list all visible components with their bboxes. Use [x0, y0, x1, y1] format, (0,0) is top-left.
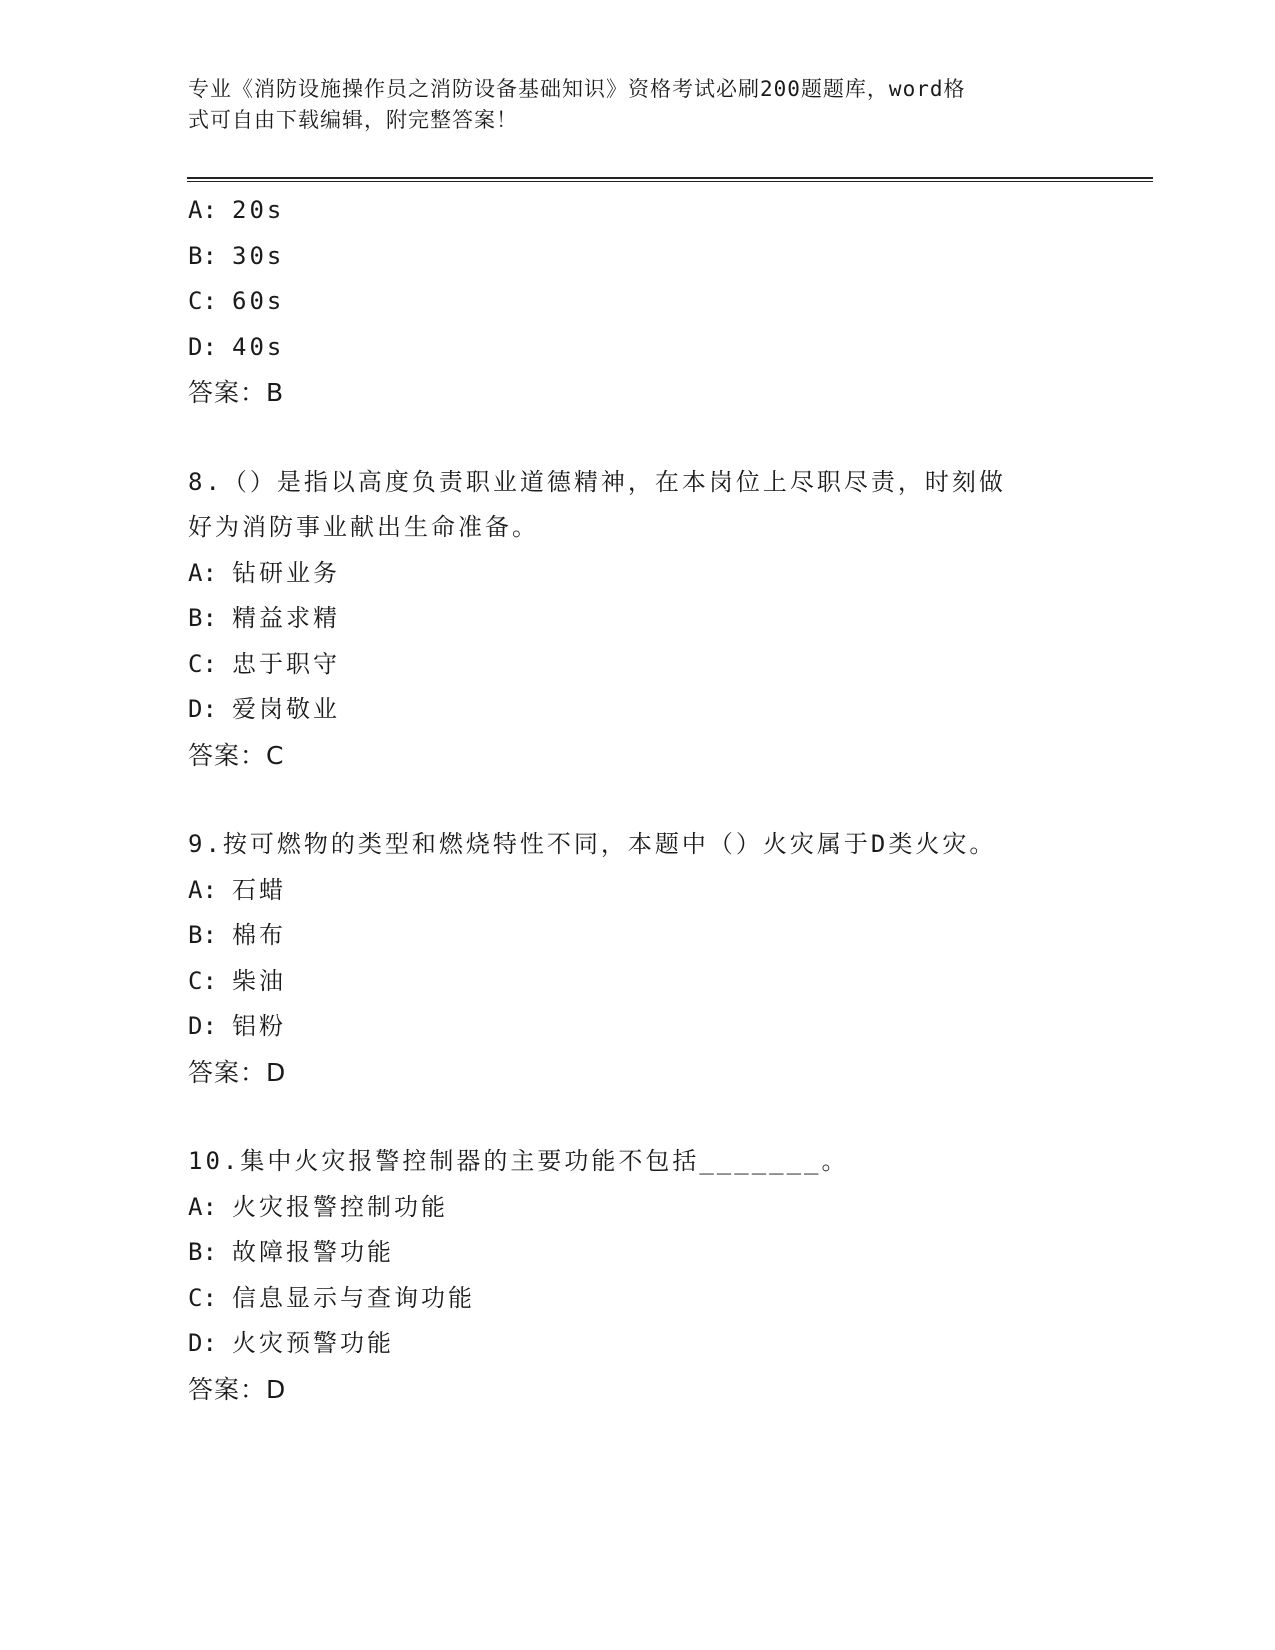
option-text: 30s: [232, 241, 285, 270]
option-a: [188, 868, 1138, 914]
question-9: [188, 822, 1138, 1095]
option-b: [188, 913, 1138, 959]
option-text: 棉布: [232, 921, 286, 949]
option-text: 铝粉: [232, 1012, 286, 1040]
option-letter: A:: [188, 875, 217, 904]
option-text: 钻研业务: [232, 558, 340, 587]
option-letter: B:: [188, 241, 217, 270]
option-text: 20s: [232, 196, 285, 224]
option-d: [188, 687, 1138, 733]
option-letter: C:: [188, 966, 217, 995]
answer: 答案：D: [188, 1374, 287, 1404]
option-c: [188, 959, 1138, 1005]
option-b: [188, 596, 1138, 642]
question-10: [188, 1139, 1138, 1412]
option-a: [188, 551, 1138, 597]
spacer: [188, 778, 1138, 822]
option-letter: B:: [188, 604, 217, 632]
header-divider-thin: [187, 181, 1153, 182]
answer: 答案：B: [188, 378, 285, 407]
option-letter: D:: [188, 1012, 217, 1040]
option-text: 爱岗敬业: [232, 695, 340, 723]
option-d: [188, 325, 1138, 371]
option-c: [188, 279, 1138, 325]
option-text: 40s: [232, 332, 285, 361]
option-text: 石蜡: [232, 875, 286, 904]
option-text: 60s: [232, 287, 285, 315]
option-letter: C:: [188, 1283, 217, 1312]
question-7: [188, 188, 1138, 416]
option-letter: B:: [188, 1238, 217, 1266]
option-a: [188, 1185, 1138, 1231]
option-text: 柴油: [232, 966, 286, 995]
option-text: 火灾预警功能: [232, 1329, 394, 1357]
question-list: [188, 188, 1138, 1412]
question-stem: 8.（）是指以高度负责职业道德精神，在本岗位上尽职尽责，时刻做: [188, 467, 1006, 496]
option-c: [188, 1276, 1138, 1322]
option-text: 信息显示与查询功能: [232, 1283, 475, 1312]
option-letter: D:: [188, 1329, 217, 1357]
option-b: [188, 234, 1138, 280]
option-letter: D:: [188, 332, 217, 361]
question-stem-continued: 好为消防事业献出生命准备。: [188, 513, 539, 541]
option-letter: A:: [188, 196, 217, 224]
option-text: 精益求精: [232, 604, 340, 632]
answer: 答案：D: [188, 1057, 287, 1087]
option-b: [188, 1230, 1138, 1276]
option-d: [188, 1004, 1138, 1050]
header-divider-thick: [187, 177, 1153, 179]
option-c: [188, 642, 1138, 688]
option-letter: A:: [188, 558, 217, 587]
question-8: [188, 460, 1138, 779]
header-line-2: 式可自由下载编辑，附完整答案！: [188, 108, 518, 132]
document-header: [188, 74, 1068, 136]
option-d: [188, 1321, 1138, 1367]
option-letter: D:: [188, 695, 217, 723]
spacer: [188, 416, 1138, 460]
option-letter: B:: [188, 921, 217, 949]
spacer: [188, 1095, 1138, 1139]
question-stem: 9.按可燃物的类型和燃烧特性不同，本题中（）火灾属于D类火灾。: [188, 830, 997, 858]
question-stem: 10.集中火灾报警控制器的主要功能不包括_______。: [188, 1147, 849, 1175]
option-letter: C:: [188, 287, 217, 315]
header-line-1: 专业《消防设施操作员之消防设备基础知识》资格考试必刷200题题库，word格: [188, 77, 966, 101]
option-text: 忠于职守: [232, 649, 340, 678]
option-text: 火灾报警控制功能: [232, 1192, 448, 1221]
option-letter: C:: [188, 649, 217, 678]
answer: 答案：C: [188, 740, 285, 770]
option-letter: A:: [188, 1192, 217, 1221]
option-a: [188, 188, 1138, 234]
option-text: 故障报警功能: [232, 1238, 394, 1266]
